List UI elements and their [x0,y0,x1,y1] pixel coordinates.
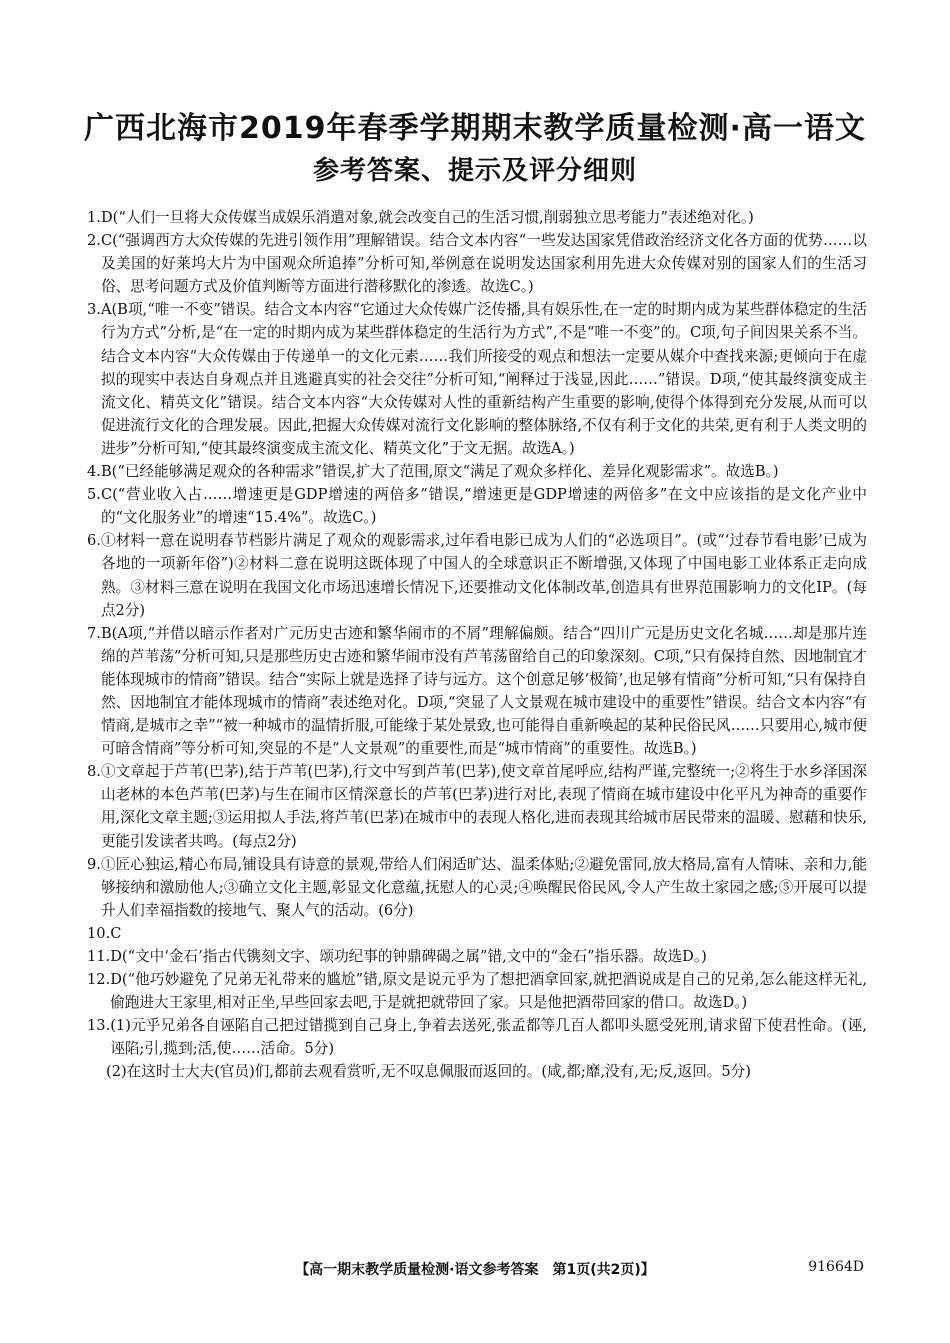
answer-item-7 [87,622,867,761]
answer-text: C [110,924,122,942]
answer-number: 11. [87,948,111,965]
answer-number: 12. [87,971,111,989]
answer-text: D(“他巧妙避免了兄弟无礼带来的尴尬”错,原文是说元乎为了想把酒拿回家,就把酒说成是自己的兄弟,怎么能这样无礼,偷跑进大王家里,相对正坐,早些回家去吧,于是就把就带回了家。只是他把酒带回家的借口。故选D。) [110,971,867,1012]
answer-text: C(“营业收入占……增速更是GDP增速的两倍多”错误,“增速更是GDP增速的两倍多”在文中应该指的是文化产业中的“文化服务业”的增速“15.4%”。故选C。) [100,486,867,527]
answer-item-12 [87,968,867,1014]
answer-number: 8. [87,763,101,781]
answer-list [87,206,867,1084]
answer-item-1 [87,206,867,229]
document-code: 91664D [808,1259,864,1275]
answer-number: 2. [87,232,101,250]
answer-text: ①文章起于芦苇(巴茅),结于芦苇(巴茅),行文中写到芦苇(巴茅),使文章首尾呼应,结构严谨,完整统一;②将生于水乡泽国深山老林的本色芦苇(巴茅)与生在闹市区情深意长的芦苇(巴茅)进行对比,表现了情商在城市建设中化平凡为神奇的重要作用,深化文章主题;③运用拟人手法,将芦苇(巴茅)在城市中的表现人格化,进而表现其给城市居民带来的温暖、慰藉和快乐,更能引发读者共鸣。(每点2分) [100,763,867,850]
answer-item-4 [87,460,867,483]
answer-number: 5. [87,486,101,504]
answer-text: D(“文中‘金石’指古代镌刻文字、颂功纪事的钟鼎碑碣之属”错,文中的“金石”指乐器。故选D。) [110,948,707,965]
answer-number: 3. [87,301,101,319]
answer-text: (2)在这时士大夫(官员)们,都前去观看赏听,无不叹息佩服而返回的。(咸,都;靡,没有,无;反,返回。5分) [106,1063,751,1081]
answer-text: D(“人们一旦将大众传媒当成娱乐消遣对象,就会改变自己的生活习惯,削弱独立思考能力”表述绝对化。) [100,209,754,226]
answer-number: 1. [87,209,101,226]
answer-number: 13. [87,1017,111,1035]
answer-item-3 [87,298,867,460]
answer-text: (1)元乎兄弟各自诬陷自己把过错揽到自己身上,争着去送死,张孟都等几百人都叩头愿受死刑,请求留下使君性命。(诬,诬陷;引,揽到;活,使……活命。5分) [110,1017,867,1058]
answer-text: C(“强调西方大众传媒的先进引领作用”理解错误。结合文本内容“一些发达国家凭借政治经济文化各方面的优势……以及美国的好莱坞大片为中国观众所追捧”分析可知,举例意在说明发达国家利用先进大众传媒对别的国家人们的生活习俗、思考问题方式及价值判断等方面进行潜移默化的渗透。故选C。) [100,232,867,296]
answer-number: 9. [87,855,101,873]
answer-item-9 [87,853,867,922]
answer-item-11 [87,945,867,968]
answer-text: ①匠心独运,精心布局,铺设具有诗意的景观,带给人们闲适旷达、温柔体贴;②避免雷同,放大格局,富有人情味、亲和力,能够接纳和激励他人;③确立文化主题,彰显文化意蕴,抚慰人的心灵;④唤醒民俗民风,令人产生故土家园之感;⑤开展可以提升人们幸福指数的接地气、聚人气的活动。(6分) [100,855,867,919]
answer-text: A(B项,“唯一不变”错误。结合文本内容“它通过大众传媒广泛传播,具有娱乐性,在一定的时期内成为某些群体稳定的生活行为方式”分析,是“在一定的时期内成为某些群体稳定的生活行为方式”,不是“唯一不变”的。C项,句子间因果关系不当。结合文本内容“大众传媒由于传递单一的文化元素……我们所接受的观点和想法一定要从媒介中查找来源;更倾向于在虚拟的现实中表达自身观点并且逃避真实的社会交往”分析可知,“阐释过于浅显,因此……”错误。D项,“使其最终演变成主流文化、精英文化”错误。结合文本内容“大众传媒对人性的重新结构产生重要的影响,使得个体得到充分发展,从而可以促进流行文化的合理发展。因此,把握大众传媒对流行文化影响的整体脉络,不仅有利于文化的共荣,更有利于人类文明的进步”分析可知,“使其最终演变成主流文化、精英文化”于文无据。故选A。) [100,301,867,457]
answer-item-5 [87,483,867,529]
answer-item-13-part-2 [106,1060,867,1083]
answer-text: ①材料一意在说明春节档影片满足了观众的观影需求,过年看电影已成为人们的“必选项目”。(或“‘过春节看电影’已成为各地的一项新年俗”)②材料二意在说明这既体现了中国人的全球意识正不断增强,又体现了中国电影工业体系正走向成熟。③材料三意在说明在我国文化市场迅速增长情况下,还要推动文化体制改革,创造具有世界范围影响力的文化IP。(每点2分) [100,532,867,619]
page-footer: 【高一期末教学质量检测·语文参考答案 第1页(共2页)】 [295,1262,655,1278]
answer-item-10 [87,922,867,945]
document-subtitle: 参考答案、提示及评分细则 [312,156,637,186]
answer-item-6 [87,529,867,621]
answer-number: 10. [87,924,111,942]
answer-number: 6. [87,532,101,550]
answer-number: 7. [87,624,101,642]
document-title: 广西北海市2019年春季学期期末教学质量检测·高一语文 [84,111,866,146]
answer-text: B(A项,“并借以暗示作者对广元历史古迹和繁华闹市的不屑”理解偏颇。结合“四川广元是历史文化名城……却是那片连绵的芦苇荡”分析可知,只是那些历史古迹和繁华闹市没有芦苇荡留给自己的印象深刻。C项,“只有保持自然、因地制宜才能体现城市的情商”错误。结合“实际上就是选择了诗与远方。这个创意足够‘极简’,也足够有情商”分析可知,“只有保持自然、因地制宜才能体现城市的情商”表述绝对化。D项,“突显了人文景观在城市建设中的重要性”错误。结合文本内容“有情商,是城市之幸”“被一种城市的温情折服,可能缘于某处景致,也可能得自重新唤起的某种民俗民风……只要用心,城市便可暗含情商”等分析可知,突显的不是“人文景观”的重要性,而是“城市情商”的重要性。故选B。) [100,624,867,758]
answer-item-13 [87,1014,867,1060]
answer-item-8 [87,760,867,852]
answer-item-2 [87,229,867,298]
answer-text: B(“已经能够满足观众的各种需求”错误,扩大了范围,原文“满足了观众多样化、差异化观影需求”。故选B。) [100,463,779,481]
answer-number: 4. [87,463,101,481]
